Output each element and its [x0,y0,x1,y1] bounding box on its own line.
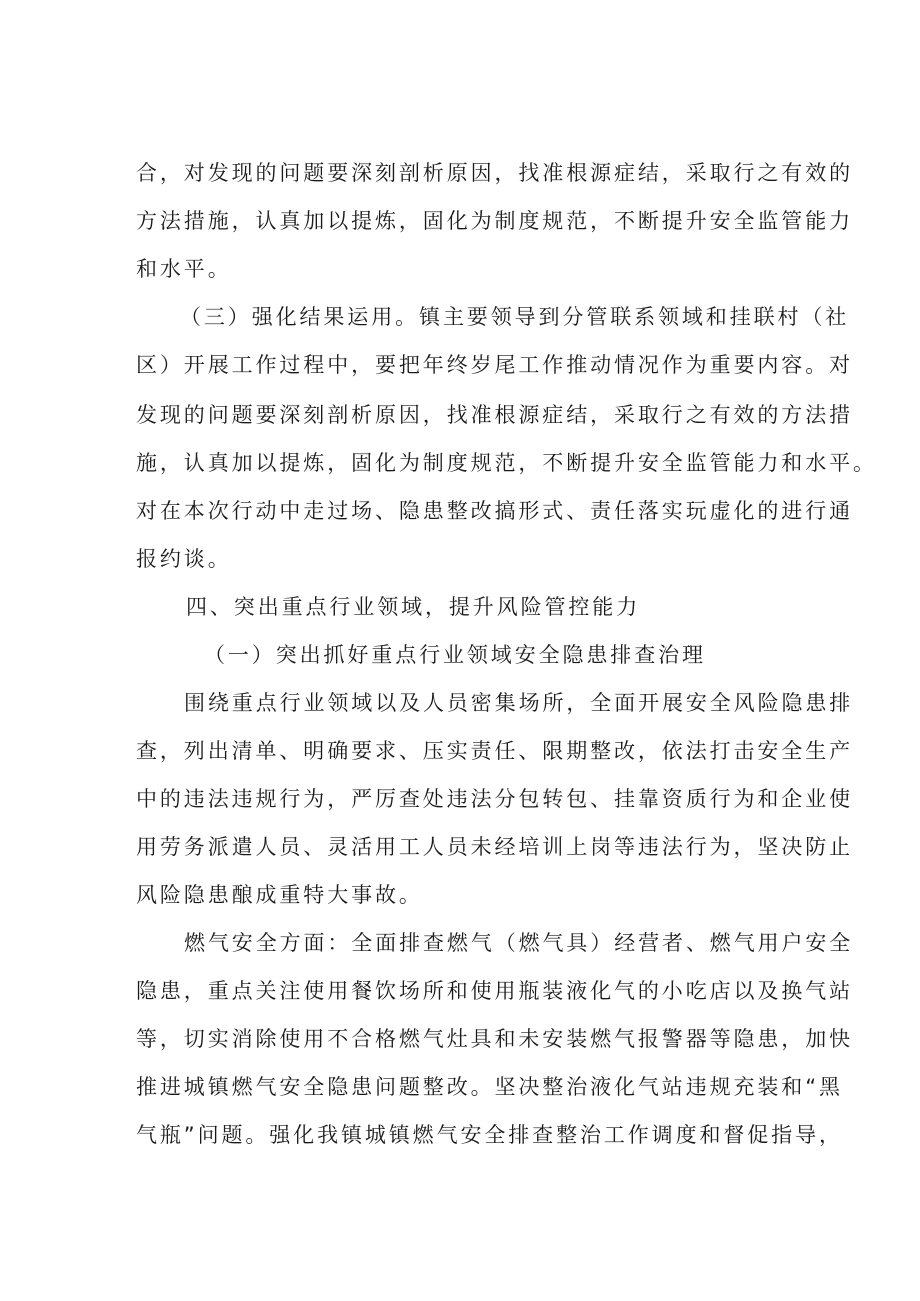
text-line: 施，认真加以提炼，固化为制度规范，不断提升安全监管能力和水平。 [136,451,877,475]
text-line: 隐患，重点关注使用餐饮场所和使用瓶装液化气的小吃店以及换气站 [136,979,853,1003]
text-line: 区）开展工作过程中，要把年终岁尾工作推动情况作为重要内容。对 [136,353,853,377]
subsection-heading-1: （一）突出抓好重点行业领域安全隐患排查治理 [204,643,706,667]
text-line: 风险隐患酿成重特大事故。 [136,883,423,907]
text-line: 推进城镇燃气安全隐患问题整改。坚决整治液化气站违规充装和“黑 [136,1075,843,1099]
text-line: 方法措施，认真加以提炼，固化为制度规范，不断提升安全监管能力 [136,209,853,233]
text-line: 报约谈。 [136,547,232,571]
text-line: 气瓶”问题。强化我镇城镇燃气安全排查整治工作调度和督促指导， [136,1123,843,1147]
text-line: 等，切实消除使用不合格燃气灶具和未安装燃气报警器等隐患，加快 [136,1027,853,1051]
text-line: 中的违法违规行为，严厉查处违法分包转包、挂靠资质行为和企业使 [136,787,853,811]
chapter-heading-4: 四、突出重点行业领域，提升风险管控能力 [186,595,641,619]
text-line: 用劳务派遣人员、灵活用工人员未经培训上岗等违法行为，坚决防止 [136,835,853,859]
text-line: 和水平。 [136,257,232,281]
text-line: 发现的问题要深刻剖析原因，找准根源症结，采取行之有效的方法措 [136,403,853,427]
text-line: 燃气安全方面：全面排查燃气（燃气具）经营者、燃气用户安全 [184,931,854,955]
text-line: 对在本次行动中走过场、隐患整改搞形式、责任落实玩虚化的进行通 [136,499,853,523]
text-line: 围绕重点行业领域以及人员密集场所，全面开展安全风险隐患排 [184,691,854,715]
section-heading-3: （三）强化结果运用。镇主要领导到分管联系领域和挂联村（社 [180,305,850,329]
text-line: 合，对发现的问题要深刻剖析原因，找准根源症结，采取行之有效的 [136,161,853,185]
text-line: 查，列出清单、明确要求、压实责任、限期整改，依法打击安全生产 [136,739,853,763]
